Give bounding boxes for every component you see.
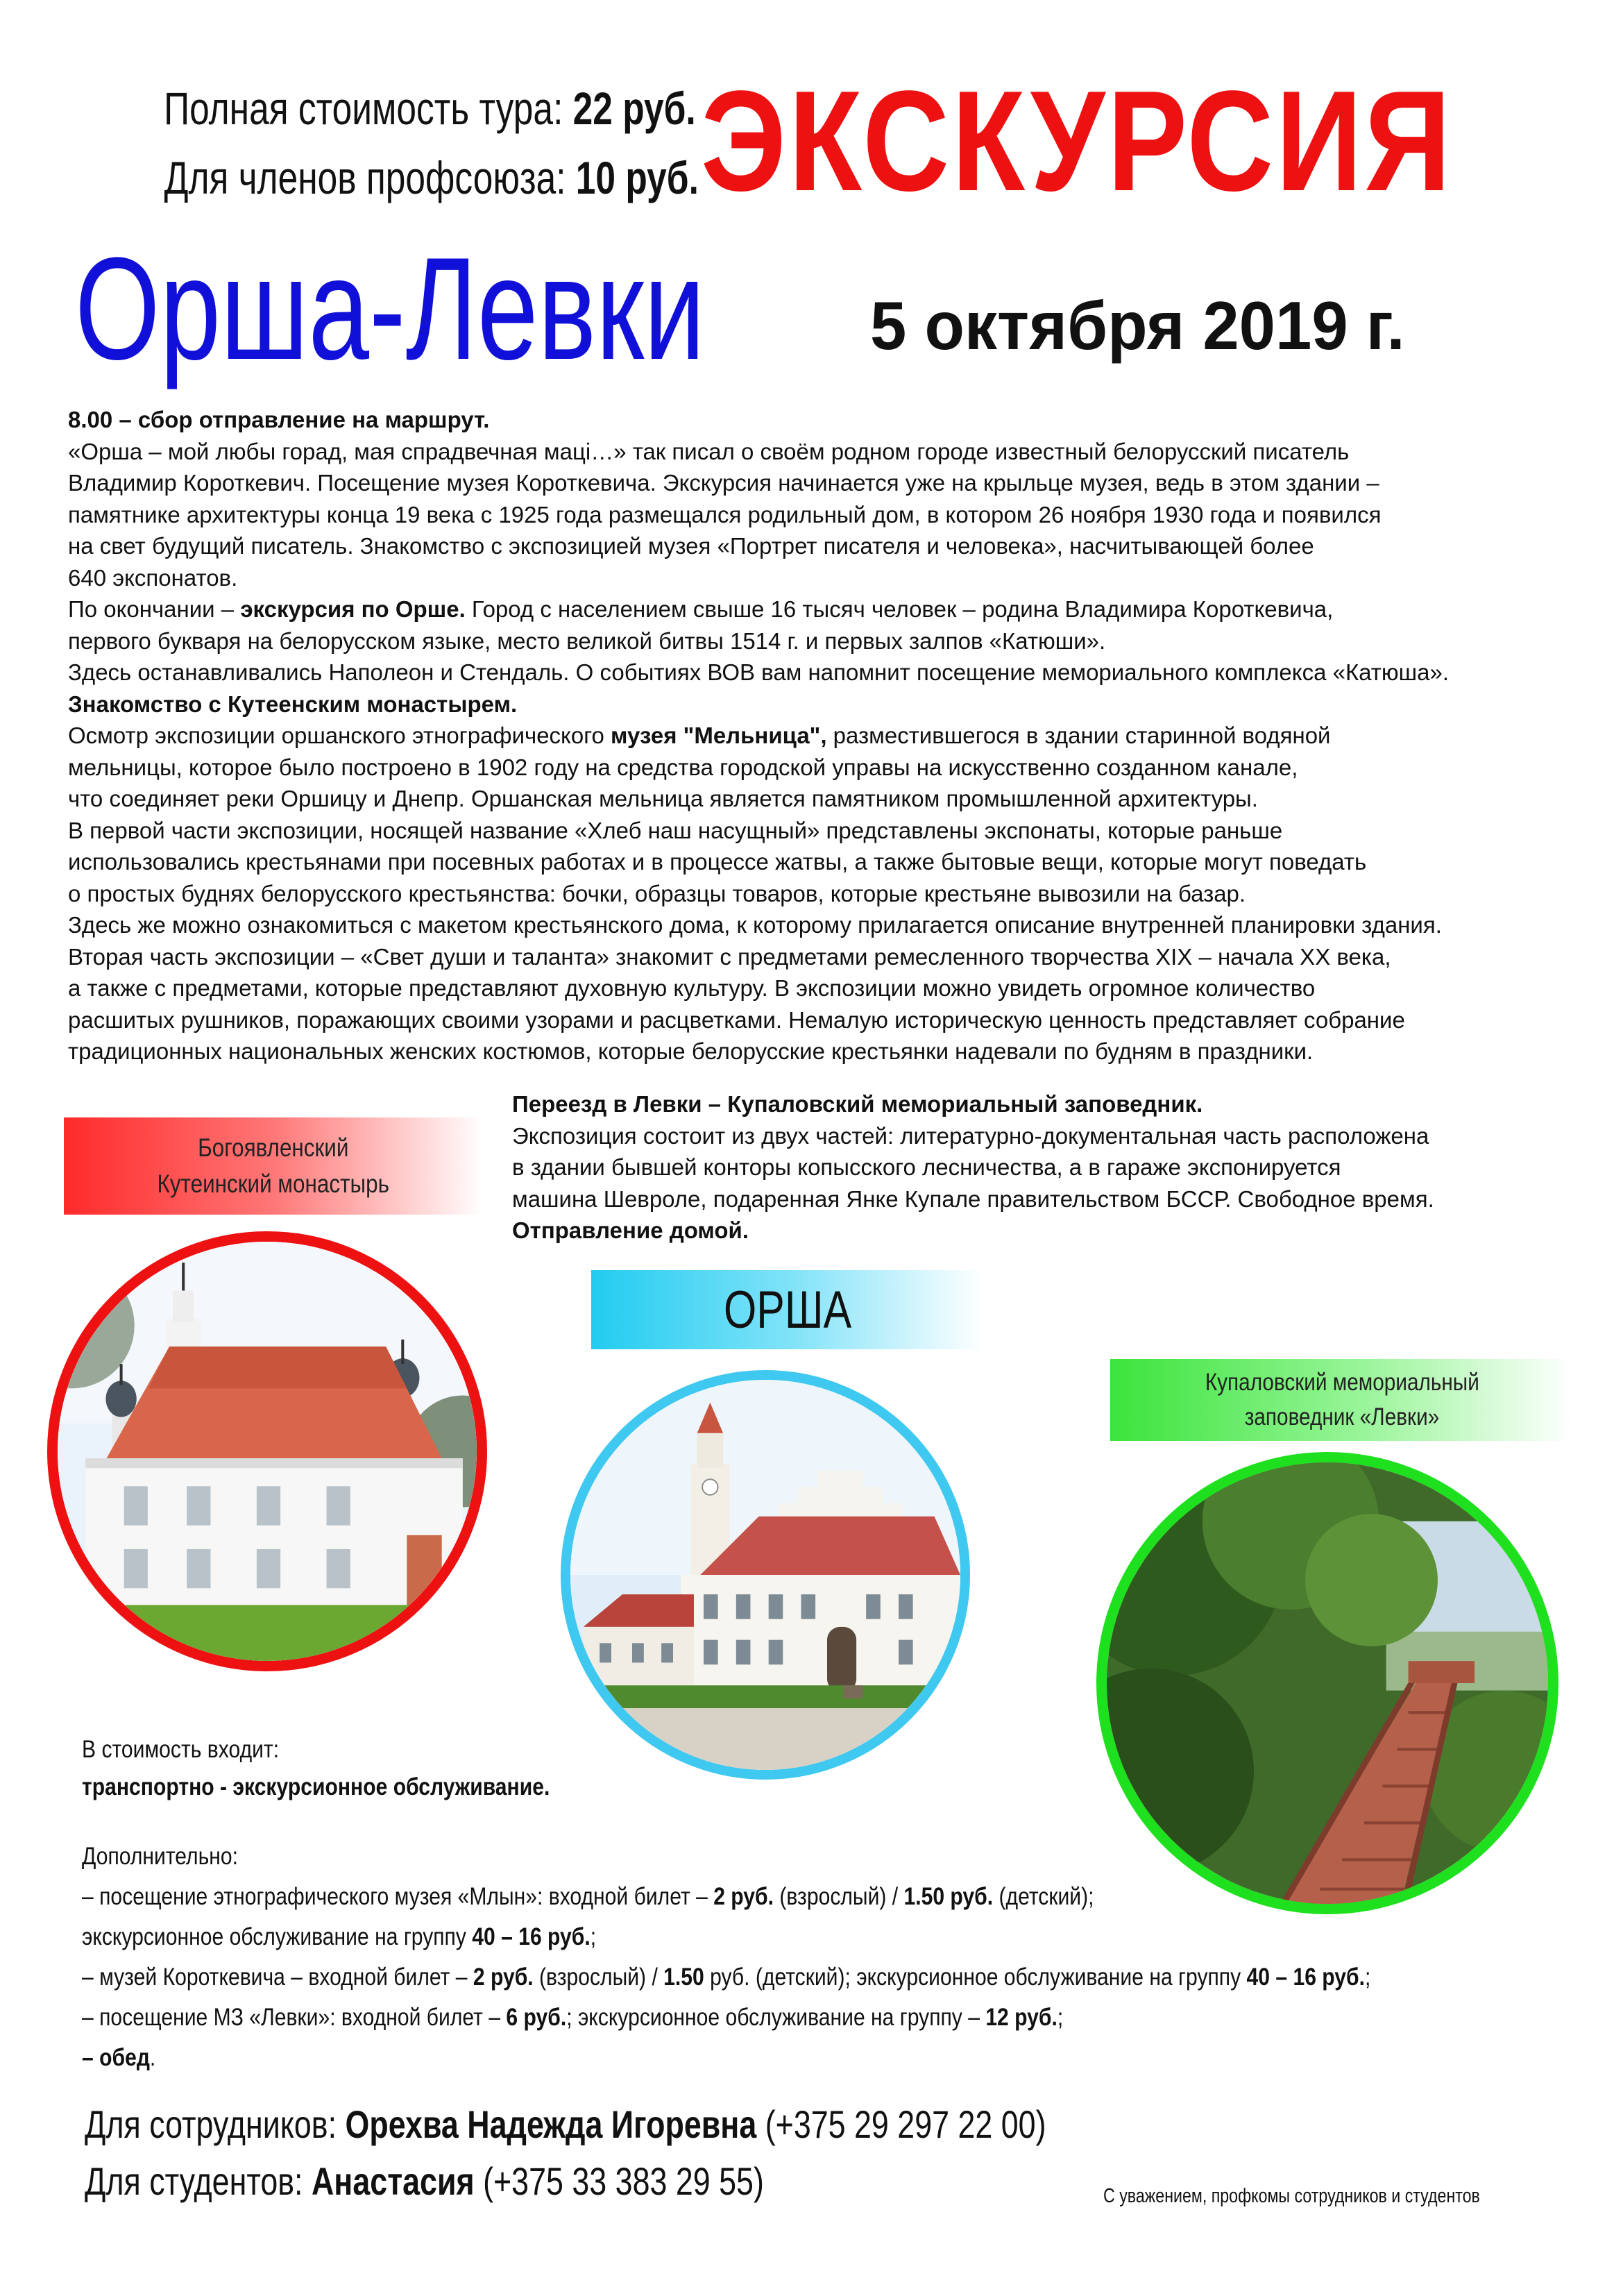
levki-line: машина Шевроле, подаренная Янке Купале правительством БССР. Свободное время. [512, 1185, 1434, 1212]
monastery-highlight: Знакомство с Кутеенским монастырем. [68, 691, 518, 717]
extra-row-mlyn [82, 1877, 1370, 1917]
price: 2 руб. [713, 1883, 774, 1910]
extra-title: Дополнительно: [82, 1843, 239, 1870]
tour-date: 5 октября 2019 г. [870, 287, 1405, 364]
price: 12 руб. [985, 2004, 1057, 2031]
monastery-label-line2: Кутеинский монастырь [157, 1170, 390, 1198]
text: Город с населением свыше 16 тысяч человек – родина Владимира Короткевича, [465, 596, 1334, 622]
text: ; экскурсионное обслуживание на группу – [566, 2004, 986, 2031]
program-line: «Орша – мой любы горад, мая спрадвечная маці…» так писал о своём родном городе известный белорусский писатель [68, 438, 1350, 464]
levki-highlight: Переезд в Левки – Купаловский мемориальный заповедник. [512, 1091, 1203, 1117]
levki-text [512, 1088, 1553, 1247]
text: разместившегося в здании старинной водяной [826, 723, 1331, 748]
contact-students-label: Для студентов: [85, 2159, 312, 2203]
orsha-label [591, 1270, 984, 1349]
included-title: В стоимость входит: [82, 1736, 280, 1763]
program-line: использовались крестьянами при посевных работах и в процессе жатвы, а также бытовые вещи, которые могут поведать [68, 849, 1367, 875]
departure-home: Отправление домой. [512, 1217, 749, 1243]
excursion-heading: ЭКСКУРСИЯ [701, 61, 1454, 221]
price: 1.50 [663, 1964, 704, 1991]
extra-row-korotkevich [82, 1957, 1370, 1998]
program-line: Вторая часть экспозиции – «Свет души и таланта» знакомит с предметами ремесленного творчества XIX – начала XX века, [68, 943, 1391, 970]
text: Осмотр экспозиции оршанского этнографического [68, 723, 611, 748]
program-line [68, 720, 1567, 752]
program-line: расшитых рушников, поражающих своими узорами и расцветками. Немалую историческую ценность представляет собрание [68, 1006, 1405, 1033]
price-union-label: Для членов профсоюза: [164, 152, 576, 203]
text: По окончании – [68, 596, 241, 622]
extra-row-mlyn-group [82, 1917, 1370, 1957]
contact-staff-label: Для сотрудников: [85, 2102, 346, 2146]
price-union-value: 10 руб. [575, 152, 699, 203]
levki-label [1110, 1359, 1574, 1441]
price: 40 – 16 руб. [472, 1923, 590, 1950]
program-line: 640 экспонатов. [68, 564, 238, 591]
monastery-label [64, 1117, 483, 1215]
lunch: – обед [82, 2044, 150, 2071]
contact-staff-phone: (+375 29 297 22 00) [756, 2102, 1046, 2146]
price: 6 руб. [506, 2004, 567, 2031]
levki-line: Экспозиция состоит из двух частей: литературно-документальная часть расположена [512, 1122, 1429, 1149]
program-line: о простых буднях белорусского крестьянства: бочки, образцы товаров, которые крестьяне вывозили на базар. [68, 880, 1246, 906]
levki-label-line1: Купаловский мемориальный [1205, 1369, 1479, 1396]
program-line: Здесь же можно ознакомиться с макетом крестьянского дома, к которому прилагается описание внутренней планировки здания. [68, 912, 1442, 938]
contact-students-name: Анастасия [311, 2159, 475, 2203]
program-start: 8.00 – сбор отправление на маршрут. [68, 407, 490, 432]
included-section [82, 1731, 626, 1806]
mill-museum-highlight: музея "Мельница", [611, 723, 827, 748]
program-line: на свет будущий писатель. Знакомство с экспозицией музея «Портрет писателя и человека», насчитывающей более [68, 533, 1314, 559]
program-line: В первой части экспозиции, носящей название «Хлеб наш насущный» представлены экспонаты, которые раньше [68, 817, 1283, 843]
text: ; [1057, 2004, 1064, 2031]
text: . [149, 2044, 156, 2071]
monastery-photo [47, 1231, 487, 1671]
price-full [164, 82, 696, 135]
program-line: а также с предметами, которые представляют духовную культуру. В экспозиции можно увидеть огромное количество [68, 975, 1316, 1001]
contact-students-phone: (+375 33 383 29 55) [474, 2159, 764, 2203]
monastery-label-line1: Богоявленский [198, 1133, 349, 1162]
text: – посещение МЗ «Левки»: входной билет – [82, 2004, 507, 2031]
included-item: транспортно - экскурсионное обслуживание. [82, 1773, 550, 1800]
price: 1.50 руб. [903, 1883, 994, 1910]
orsha-illustration [570, 1380, 960, 1770]
text: (взрослый) / [533, 1964, 664, 1991]
contact-students [85, 2159, 764, 2204]
tour-title: Орша-Левки [75, 227, 706, 390]
program-line: первого букваря на белорусском языке, место великой битвы 1514 г. и первых залпов «Катюши». [68, 627, 1106, 654]
text: руб. (детский); экскурсионное обслуживание на группу [704, 1964, 1247, 1991]
text: экскурсионное обслуживание на группу [82, 1923, 473, 1950]
contact-staff [85, 2102, 1046, 2147]
program-line [68, 593, 1567, 625]
program-text [68, 404, 1567, 1067]
program-line: традиционных национальных женских костюмов, которые белорусские крестьянки надевали по будням в праздники. [68, 1038, 1314, 1064]
monastery-illustration [58, 1242, 477, 1661]
extra-row-lunch [82, 2038, 1370, 2078]
text: (детский); [993, 1883, 1094, 1910]
text: – музей Короткевича – входной билет – [82, 1964, 473, 1991]
regards: С уважением, профкомы сотрудников и студентов [1103, 2185, 1480, 2207]
orsha-tour-highlight: экскурсия по Орше. [240, 596, 466, 622]
program-line: мельницы, которое было построено в 1902 году на средства городской управы на искусственно созданном канале, [68, 754, 1298, 780]
price: 40 – 16 руб. [1246, 1964, 1365, 1991]
orsha-photo [561, 1370, 970, 1780]
levki-line: в здании бывшей конторы копысского лесничества, а в гараже экспонируется [512, 1154, 1341, 1180]
text: (взрослый) / [773, 1883, 904, 1910]
program-line: Здесь останавливались Наполеон и Стендаль. О событиях ВОВ вам напомнит посещение мемориального комплекса «Катюша». [68, 659, 1450, 685]
levki-label-line2: заповедник «Левки» [1244, 1403, 1440, 1430]
program-line: памятнике архитектуры конца 19 века с 1925 года размещался родильный дом, в котором 26 ноября 1930 года и появился [68, 501, 1382, 527]
price-union [164, 151, 699, 204]
text: ; [590, 1923, 597, 1950]
price: 2 руб. [473, 1964, 534, 1991]
text: – посещение этнографического музея «Млын»: входной билет – [82, 1883, 714, 1910]
program-line: что соединяет реки Оршицу и Днепр. Оршанская мельница является памятником промышленной архитектуры. [68, 786, 1258, 811]
program-line: Владимир Короткевич. Посещение музея Короткевича. Экскурсия начинается уже на крыльце музея, ведь в этом здании – [68, 470, 1379, 496]
text: ; [1364, 1964, 1371, 1991]
price-full-value: 22 руб. [572, 83, 696, 134]
contact-staff-name: Орехва Надежда Игоревна [345, 2102, 757, 2146]
price-full-label: Полная стоимость тура: [164, 83, 573, 134]
extra-section [82, 1837, 1581, 2078]
orsha-label-text: ОРША [723, 1280, 852, 1340]
extra-row-levki [82, 1998, 1370, 2038]
